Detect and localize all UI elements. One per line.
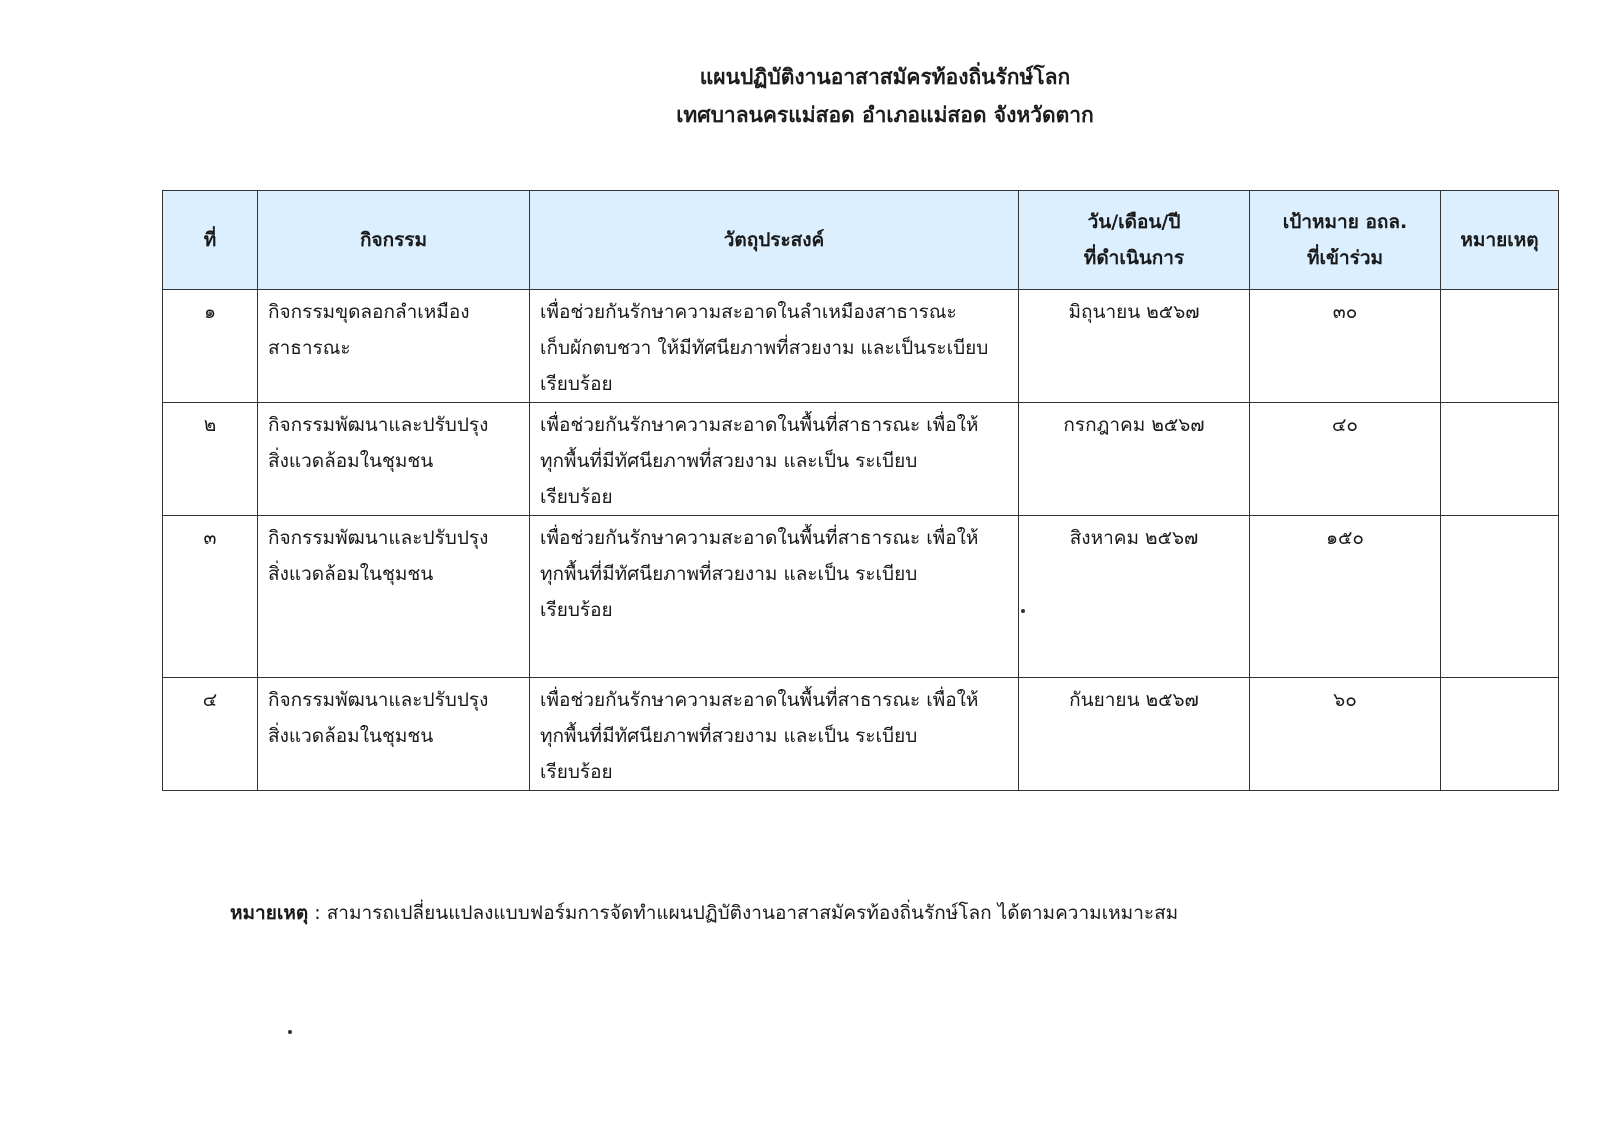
- row-objective-text: เพื่อช่วยกันรักษาความสะอาดในพื้นที่สาธารณะ เพื่อให้ ทุกพื้นที่มีทัศนียภาพที่สวยงาม และเป็น ระเบียบ เรียบร้อย: [540, 689, 979, 783]
- row-target: ๔๐: [1250, 403, 1441, 516]
- document-subtitle: เทศบาลนครแม่สอด อำเภอแม่สอด จังหวัดตาก: [676, 103, 1094, 127]
- row-no: ๒: [163, 403, 258, 516]
- header-date: [1019, 191, 1250, 290]
- row-no: ๑: [163, 290, 258, 403]
- row-objective: [530, 403, 1019, 516]
- row-date: มิถุนายน ๒๕๖๗: [1019, 290, 1250, 403]
- row-note: [1441, 516, 1559, 678]
- header-no: ที่: [163, 191, 258, 290]
- document-title-block: [560, 58, 1210, 134]
- header-target: [1250, 191, 1441, 290]
- row-no: ๔: [163, 678, 258, 791]
- row-objective: [530, 678, 1019, 791]
- row-date: กันยายน ๒๕๖๗: [1019, 678, 1250, 791]
- row-note: [1441, 678, 1559, 791]
- table-row: [163, 290, 1559, 403]
- header-activity: กิจกรรม: [258, 191, 530, 290]
- row-activity-text: กิจกรรมพัฒนาและปรับปรุง สิ่งแวดล้อมในชุมชน: [268, 689, 489, 747]
- row-objective-text: เพื่อช่วยกันรักษาความสะอาดในพื้นที่สาธารณะ เพื่อให้ ทุกพื้นที่มีทัศนียภาพที่สวยงาม และเป็น ระเบียบ เรียบร้อย: [540, 527, 979, 621]
- header-date-text: วัน/เดือน/ปี ที่ดำเนินการ: [1083, 211, 1185, 269]
- row-objective-text: เพื่อช่วยกันรักษาความสะอาดในพื้นที่สาธารณะ เพื่อให้ ทุกพื้นที่มีทัศนียภาพที่สวยงาม และเป็น ระเบียบ เรียบร้อย: [540, 414, 979, 508]
- row-activity: [258, 290, 530, 403]
- remark-text: สามารถเปลี่ยนแปลงแบบฟอร์มการจัดทำแผนปฏิบัติงานอาสาสมัครท้องถิ่นรักษ์โลก ได้ตามความเหมาะสม: [326, 902, 1179, 924]
- row-activity: [258, 516, 530, 678]
- remark-label: หมายเหตุ: [230, 902, 309, 924]
- footer-remark: [230, 898, 1178, 928]
- row-target: ๓๐: [1250, 290, 1441, 403]
- table-header-row: [163, 191, 1559, 290]
- row-activity-text: กิจกรรมพัฒนาและปรับปรุง สิ่งแวดล้อมในชุมชน: [268, 527, 489, 585]
- row-target: ๖๐: [1250, 678, 1441, 791]
- row-note: [1441, 290, 1559, 403]
- row-objective: [530, 516, 1019, 678]
- scan-speck: [288, 1030, 292, 1034]
- header-objective: วัตถุประสงค์: [530, 191, 1019, 290]
- row-objective-text: เพื่อช่วยกันรักษาความสะอาดในลำเหมืองสาธารณะ เก็บผักตบชวา ให้มีทัศนียภาพที่สวยงาม และเป็นระเบียบ เรียบร้อย: [540, 301, 989, 395]
- row-activity: [258, 403, 530, 516]
- activity-plan-table: [162, 190, 1559, 791]
- row-date: สิงหาคม ๒๕๖๗: [1019, 516, 1250, 678]
- row-objective: [530, 290, 1019, 403]
- row-target: ๑๕๐: [1250, 516, 1441, 678]
- row-activity: [258, 678, 530, 791]
- remark-separator: :: [308, 902, 327, 924]
- table-row: [163, 516, 1559, 678]
- table-row: [163, 678, 1559, 791]
- document-title: แผนปฏิบัติงานอาสาสมัครท้องถิ่นรักษ์โลก: [699, 65, 1071, 89]
- table-row: [163, 403, 1559, 516]
- header-note: หมายเหตุ: [1441, 191, 1559, 290]
- row-activity-text: กิจกรรมขุดลอกลำเหมือง สาธารณะ: [268, 301, 470, 359]
- row-date: กรกฎาคม ๒๕๖๗: [1019, 403, 1250, 516]
- row-note: [1441, 403, 1559, 516]
- row-no: ๓: [163, 516, 258, 678]
- header-target-text: เป้าหมาย อถล. ที่เข้าร่วม: [1282, 211, 1408, 269]
- scan-speck: [1021, 609, 1025, 613]
- row-activity-text: กิจกรรมพัฒนาและปรับปรุง สิ่งแวดล้อมในชุมชน: [268, 414, 489, 472]
